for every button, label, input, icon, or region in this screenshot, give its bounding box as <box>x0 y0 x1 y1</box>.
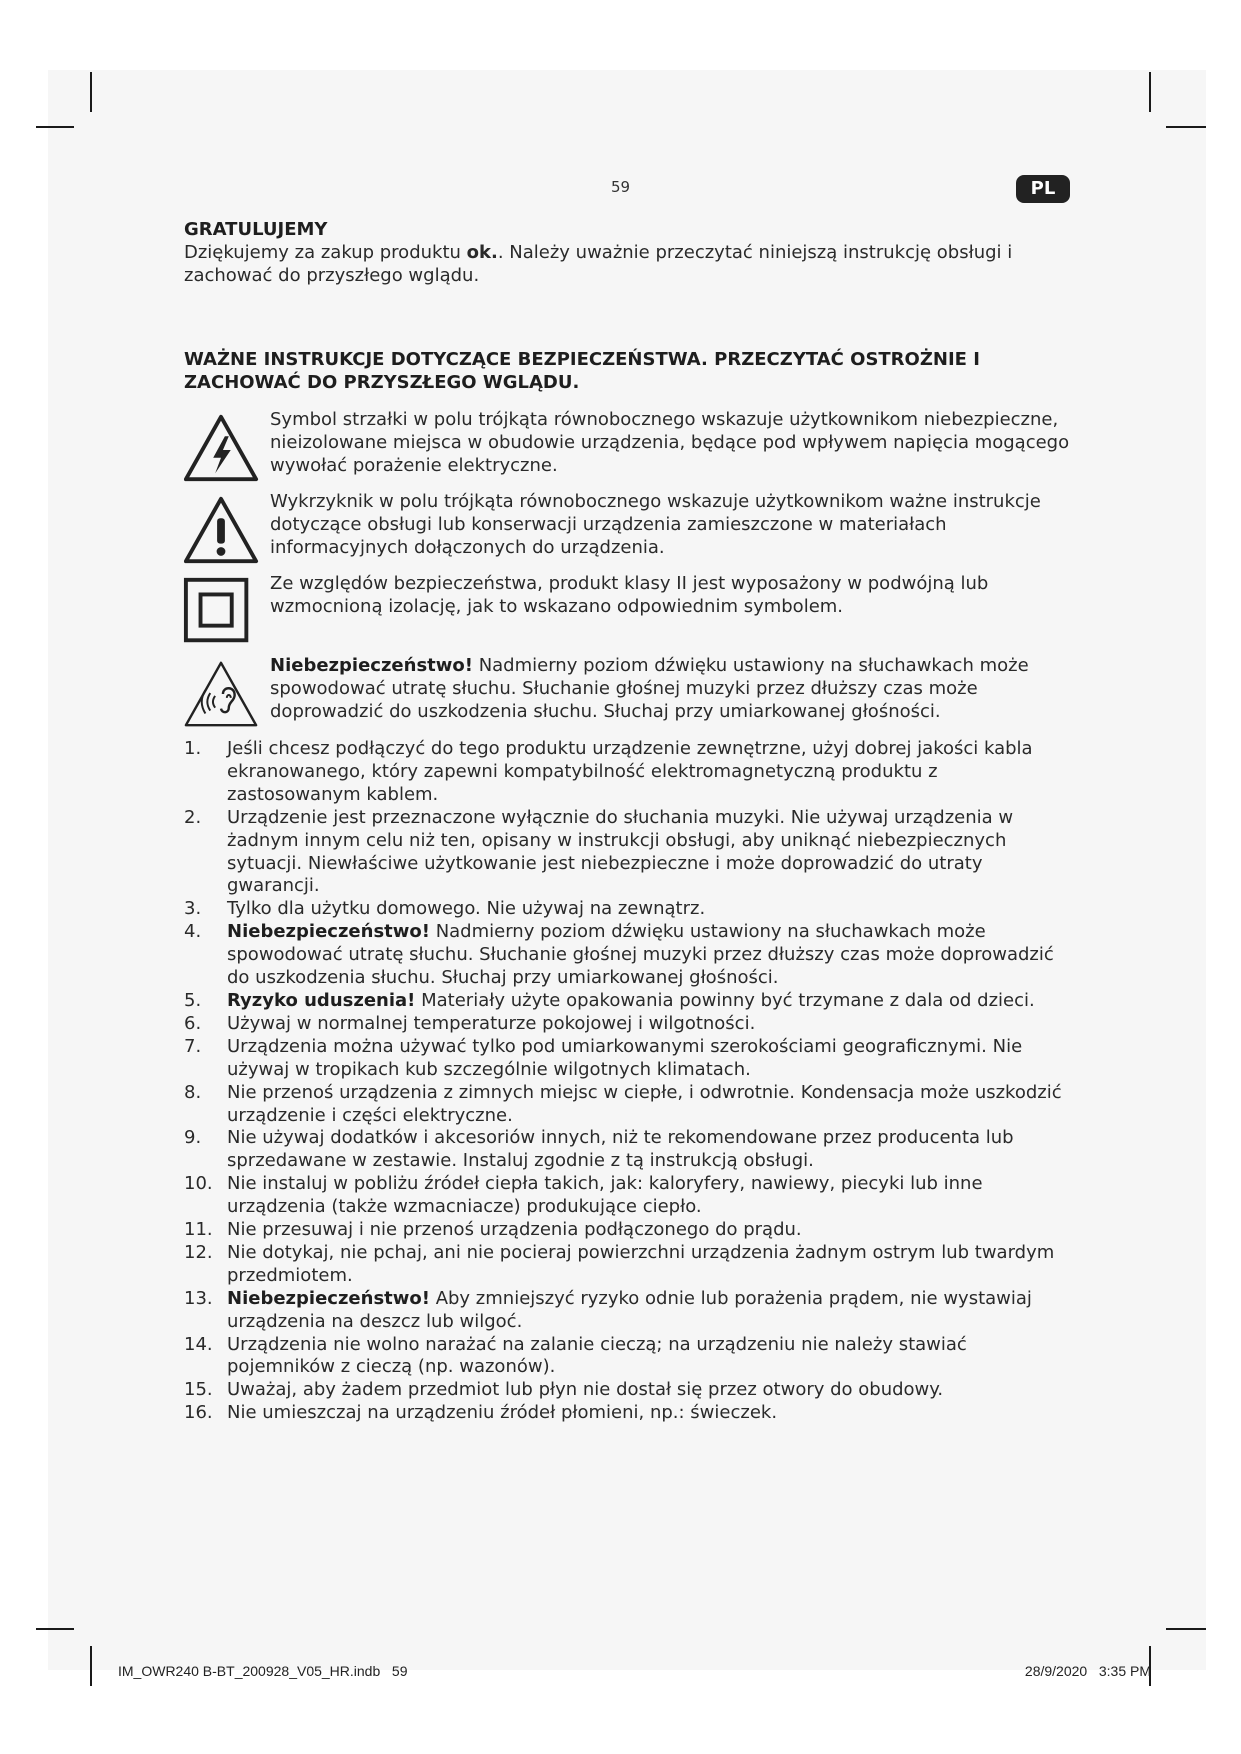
safety-title: WAŻNE INSTRUKCJE DOTYCZĄCE BEZPIECZEŃSTWA. PRZECZYTAĆ OSTROŻNIE I ZACHOWAĆ DO PRZYSZŁEGO WGLĄDU. <box>184 349 980 393</box>
brand-name: ok. <box>466 242 498 263</box>
hearing-damage-triangle-icon <box>182 658 260 730</box>
list-item: 7. Urządzenia można używać tylko pod umiarkowanymi szerokościami geograficznymi. Nie używaj w tropikach kub szczególnie wilgotnych klimatach. <box>184 1035 1023 1080</box>
list-item: 5. Ryzyko uduszenia! Materiały użyte opakowania powinny być trzymane z dala od dzieci. <box>184 989 1035 1011</box>
list-item: 14. Urządzenia nie wolno narażać na zalanie cieczą; na urządzeniu nie należy stawiać pojemników z cieczą (np. wazonów). <box>184 1333 967 1378</box>
crop-mark-bottom-left-h <box>36 1628 74 1630</box>
footer-datetime: 28/9/2020 3:35 PM <box>1024 1663 1151 1679</box>
crop-mark-top-left-h <box>36 126 74 128</box>
symbol-text-lightning: Symbol strzałki w polu trójkąta równobocznego wskazuje użytkownikom niebezpieczne, nieizolowane miejsca w obudowie urządzenia, będące pod wpływem napięcia mogącego wywołać porażenie elektryczne. <box>270 409 1070 476</box>
language-badge: PL <box>1016 175 1070 203</box>
symbol-text-exclamation: Wykrzyknik w polu trójkąta równobocznego wskazuje użytkownikom ważne instrukcje dotyczące obsługi lub konserwacji urządzenia zamieszczone w materiałach informacyjnych dołączonych do urządzenia. <box>270 491 1041 558</box>
instruction-list <box>184 738 1074 1425</box>
main-content <box>184 218 1074 1425</box>
list-item: 12. Nie dotykaj, nie pchaj, ani nie pocieraj powierzchni urządzenia żadnym ostrym lub twardym przedmiotem. <box>184 1241 1055 1286</box>
crop-mark-bottom-left-v <box>90 1646 92 1686</box>
crop-mark-top-right-v <box>1149 72 1151 112</box>
footer-file-info: IM_OWR240 B-BT_200928_V05_HR.indb 59 <box>118 1663 408 1679</box>
symbol-text-class-ii: Ze względów bezpieczeństwa, produkt klasy II jest wyposażony w podwójną lub wzmocnioną izolację, jak to wskazano odpowiednim symbolem. <box>270 573 989 617</box>
list-item: 9. Nie używaj dodatków i akcesoriów innych, niż te rekomendowane przez producenta lub sprzedawane w zestawie. Instaluj zgodnie z tą instrukcją obsługi. <box>184 1127 1014 1172</box>
list-item: 13. Niebezpieczeństwo! Aby zmniejszyć ryzyko odnie lub porażenia prądem, nie wystawiaj urządzenia na deszcz lub wilgoć. <box>184 1287 1032 1332</box>
list-item: 6. Używaj w normalnej temperaturze pokojowej i wilgotności. <box>184 1012 756 1034</box>
list-item: 1. Jeśli chcesz podłączyć do tego produktu urządzenie zewnętrzne, użyj dobrej jakości kabla ekranowanego, który zapewni kompatybilność elektromagnetyczną produktu z zastosowanym kablem. <box>184 738 1033 805</box>
symbol-row-class-ii <box>184 572 1074 642</box>
list-item: 3. Tylko dla użytku domowego. Nie używaj na zewnątrz. <box>184 898 706 920</box>
intro-text: Dziękujemy za zakup produktu ok.. Należy uważnie przeczytać niniejszą instrukcję obsługi i zachować do przyszłego wglądu. <box>184 242 1013 286</box>
exclamation-triangle-icon <box>182 494 260 566</box>
crop-mark-top-right-h <box>1166 126 1206 128</box>
list-item: 2. Urządzenie jest przeznaczone wyłącznie do słuchania muzyki. Nie używaj urządzenia w żadnym innym celu niż ten, opisany w instrukcji obsługi, aby uniknąć niebezpiecznych sytuacji. Niewłaściwe użytkowanie jest niebezpieczne i może doprowadzić do utraty gwarancji. <box>184 806 1014 897</box>
intro-title: GRATULUJEMY <box>184 219 328 240</box>
list-item: 16. Nie umieszczaj na urządzeniu źródeł płomieni, np.: świeczek. <box>184 1402 778 1424</box>
crop-mark-bottom-right-h <box>1166 1628 1206 1630</box>
symbol-row-lightning <box>184 408 1074 478</box>
crop-mark-top-left-v <box>90 72 92 112</box>
list-item: 8. Nie przenoś urządzenia z zimnych miejsc w ciepłe, i odwrotnie. Kondensacja może uszkodzić urządzenie i części elektryczne. <box>184 1081 1062 1126</box>
list-item: 10. Nie instaluj w pobliżu źródeł ciepła takich, jak: kaloryfery, nawiewy, piecyki lub inne urządzenia (także wzmacniacze) produkujące ciepło. <box>184 1173 983 1218</box>
double-square-class-ii-icon <box>182 576 260 648</box>
symbol-row-exclamation <box>184 490 1074 560</box>
page-number: 59 <box>610 178 631 196</box>
list-item: 11. Nie przesuwaj i nie przenoś urządzenia podłączonego do prądu. <box>184 1219 802 1241</box>
lightning-triangle-icon <box>182 412 260 484</box>
symbol-text-hearing: Niebezpieczeństwo! Nadmierny poziom dźwięku ustawiony na słuchawkach może spowodować utratę słuchu. Słuchanie głośnej muzyki przez dłuższy czas może doprowadzić do uszkodzenia słuchu. Słuchaj przy umiarkowanej głośności. <box>270 655 1029 722</box>
list-item: 4. Niebezpieczeństwo! Nadmierny poziom dźwięku ustawiony na słuchawkach może spowodować utratę słuchu. Słuchanie głośnej muzyki przez dłuższy czas może doprowadzić do uszkodzenia słuchu. Słuchaj przy umiarkowanej głośności. <box>184 921 1054 989</box>
symbol-row-hearing <box>184 654 1074 724</box>
list-item: 15. Uważaj, aby żadem przedmiot lub płyn nie dostał się przez otwory do obudowy. <box>184 1379 944 1401</box>
